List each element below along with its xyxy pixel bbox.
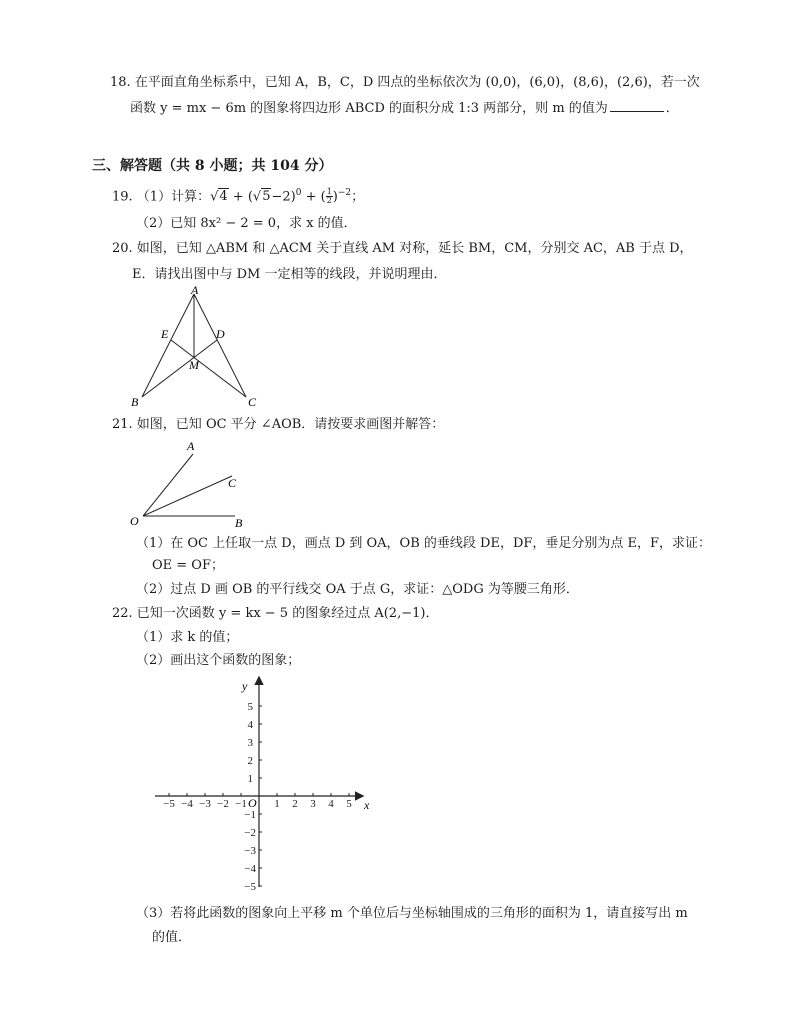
q21-line1: 21. 如图，已知 OC 平分 ∠AOB．请按要求画图并解答： xyxy=(112,417,445,432)
section-title: 三、解答题（共 8 小题；共 104 分） xyxy=(92,158,333,174)
y-tick-label: −3 xyxy=(244,845,256,857)
sqrt-sign-2: √ xyxy=(252,189,262,205)
y-tick-label: 4 xyxy=(247,719,253,731)
segment-AB xyxy=(142,294,194,397)
answer-blank[interactable] xyxy=(610,99,664,112)
plus-open-2: + ( xyxy=(301,189,326,205)
exp-neg-two: −2 xyxy=(337,188,352,198)
label-A: A xyxy=(187,439,195,453)
label-C: C xyxy=(228,476,237,490)
frac-den: 2 xyxy=(326,196,332,206)
label-O: O xyxy=(130,514,139,528)
label-A: A xyxy=(191,283,199,297)
q22-line1: 22. 已知一次函数 y = kx − 5 的图象经过点 A(2,−1)． xyxy=(112,606,439,621)
label-C: C xyxy=(248,395,257,409)
origin-label: O xyxy=(248,796,257,810)
y-tick-label: 5 xyxy=(247,701,253,713)
tick-labels xyxy=(163,701,352,893)
ray-OA xyxy=(143,454,193,516)
y-tick-label: −5 xyxy=(244,881,256,893)
x-tick-label: −4 xyxy=(181,798,193,810)
ray-OC xyxy=(143,476,232,516)
label-B: B xyxy=(131,395,139,409)
frac-num: 1 xyxy=(326,187,332,197)
q19-part2: （2）已知 8x² − 2 = 0，求 x 的值． xyxy=(136,216,357,231)
q22-part1: （1）求 k 的值； xyxy=(136,630,239,645)
exp-zero: 0 xyxy=(295,188,302,198)
q20-figure xyxy=(125,282,265,412)
label-M: M xyxy=(189,358,199,372)
q21-part2: （2）过点 D 画 OB 的平行线交 OA 于点 G，求证：△ODG 为等腰三角形． xyxy=(136,582,579,597)
q19-part1-label: 19. （1）计算： xyxy=(112,189,211,205)
label-B: B xyxy=(235,516,243,530)
sqrt5-radicand: 5 xyxy=(262,189,271,205)
x-tick-label: 3 xyxy=(310,798,316,810)
y-tick-label: −4 xyxy=(244,863,256,875)
q18-line2 xyxy=(130,99,679,118)
x-tick-label: −1 xyxy=(235,798,247,810)
sqrt-radicand: 4 xyxy=(219,189,228,205)
coordinate-axes xyxy=(150,672,380,897)
x-tick-label: −3 xyxy=(199,798,211,810)
close-paren: ) xyxy=(332,189,338,205)
q20-line2: E．请找出图中与 DM 一定相等的线段，并说明理由． xyxy=(132,267,447,282)
q21-part1-line2: OE = OF； xyxy=(152,558,224,573)
plus-open: + ( xyxy=(228,189,253,205)
q21-figure xyxy=(125,436,260,531)
segment-BD xyxy=(142,340,217,397)
x-tick-label: −5 xyxy=(163,798,175,810)
x-axis-label: x xyxy=(364,798,370,812)
fraction-half xyxy=(326,188,333,205)
label-D: D xyxy=(216,327,225,341)
segment-CE xyxy=(171,340,246,397)
y-tick-label: −1 xyxy=(244,809,256,821)
q18-line2-text: 函数 y = mx − 6m 的图象将四边形 ABCD 的面积分成 1:3 两部分，则 m 的值为 xyxy=(130,101,608,116)
sqrt-sign: √ xyxy=(210,189,219,205)
q22-part2: （2）画出这个函数的图象； xyxy=(136,653,301,668)
y-tick-label: 3 xyxy=(247,737,253,749)
y-axis-label: y xyxy=(242,679,248,693)
semicolon: ； xyxy=(351,189,365,205)
minus-two: −2) xyxy=(271,189,296,205)
y-tick-label: −2 xyxy=(244,827,256,839)
x-tick-label: 5 xyxy=(346,798,352,810)
axis-lines xyxy=(155,678,362,887)
x-tick-label: −2 xyxy=(217,798,229,810)
q19-part1 xyxy=(112,184,364,206)
q18-line2-end: ． xyxy=(665,101,679,116)
y-tick-label: 1 xyxy=(247,773,253,785)
q21-part1-line1: （1）在 OC 上任取一点 D，画点 D 到 OA，OB 的垂线段 DE，DF，垂足分别为点 E，F，求证： xyxy=(136,536,712,551)
label-E: E xyxy=(161,327,169,341)
q18-line1: 18. 在平面直角坐标系中，已知 A，B，C，D 四点的坐标依次为 (0,0)，(6,0)，(8,6)，(2,6)，若一次 xyxy=(110,75,700,90)
segment-AC xyxy=(194,294,246,397)
q22-part3-line1: （3）若将此函数的图象向上平移 m 个单位后与坐标轴围成的三角形的面积为 1，请直接写出 m xyxy=(136,906,688,921)
q20-line1: 20. 如图，已知 △ABM 和 △ACM 关于直线 AM 对称，延长 BM，CM，分别交 AC，AB 于点 D， xyxy=(112,241,693,256)
q22-part3-line2: 的值． xyxy=(152,930,192,945)
x-tick-label: 1 xyxy=(274,798,280,810)
x-tick-label: 2 xyxy=(292,798,298,810)
y-tick-label: 2 xyxy=(247,755,253,767)
x-tick-label: 4 xyxy=(328,798,334,810)
